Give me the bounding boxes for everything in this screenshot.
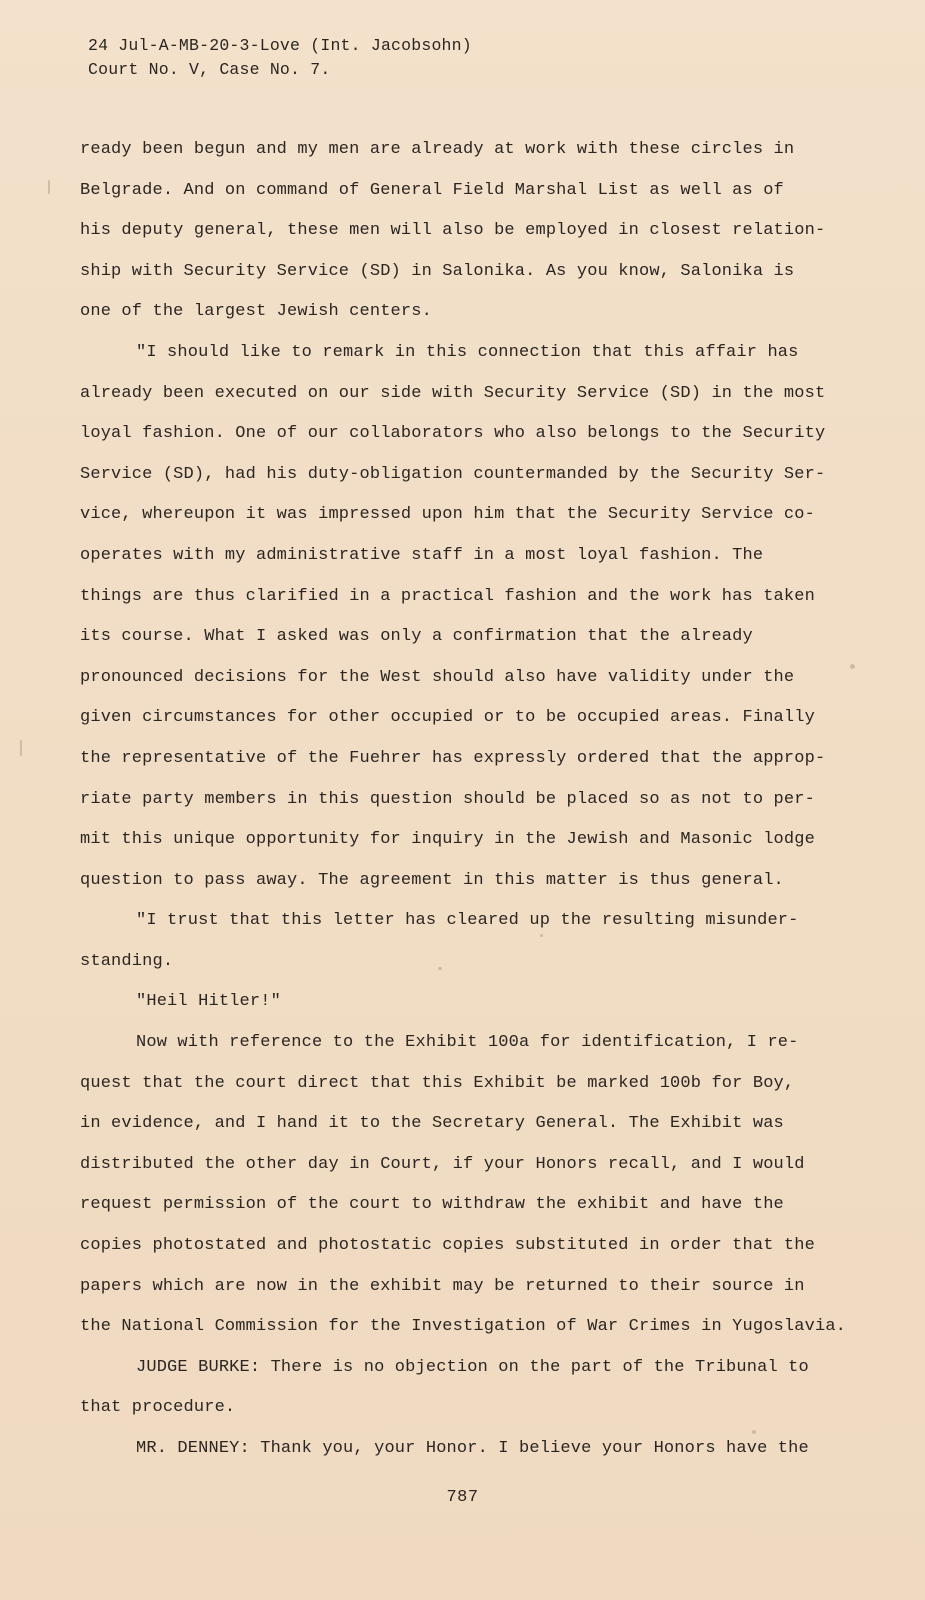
text-line: in evidence, and I hand it to the Secretary General. The Exhibit was: [80, 1114, 784, 1134]
text-line: one of the largest Jewish centers.: [80, 302, 432, 322]
page-number: 787: [446, 1488, 479, 1507]
text-line: loyal fashion. One of our collaborators who also belongs to the Security: [80, 424, 826, 444]
text-line: already been executed on our side with Security Service (SD) in the most: [80, 383, 826, 403]
text-line: the representative of the Fuehrer has expressly ordered that the approp-: [80, 748, 826, 768]
text-line: its course. What I asked was only a confirmation that the already: [80, 627, 753, 647]
text-line: given circumstances for other occupied or to be occupied areas. Finally: [80, 708, 815, 728]
paper-speck: [20, 740, 22, 756]
text-line: "I should like to remark in this connection that this affair has: [136, 342, 799, 362]
text-line: papers which are now in the exhibit may be returned to their source in: [80, 1276, 805, 1296]
text-line: request permission of the court to withdraw the exhibit and have the: [80, 1195, 784, 1215]
text-line: "I trust that this letter has cleared up the resulting misunder-: [136, 911, 799, 931]
paper-speck: [850, 664, 855, 669]
header-line-1: 24 Jul-A-MB-20-3-Love (Int. Jacobsohn): [88, 36, 472, 55]
text-line: "Heil Hitler!": [136, 992, 281, 1012]
text-line: copies photostated and photostatic copies substituted in order that the: [80, 1236, 815, 1256]
text-line: his deputy general, these men will also be employed in closest relation-: [80, 221, 826, 241]
text-line: Belgrade. And on command of General Field Marshal List as well as of: [80, 180, 784, 200]
header-line-2: Court No. V, Case No. 7.: [88, 60, 331, 79]
text-line: JUDGE BURKE: There is no objection on the part of the Tribunal to: [136, 1357, 809, 1377]
text-line: standing.: [80, 951, 174, 971]
paper-speck: [540, 934, 543, 937]
transcript-body: [80, 130, 860, 1470]
text-line: Service (SD), had his duty-obligation countermanded by the Security Ser-: [80, 464, 826, 484]
paper-speck: [438, 967, 442, 970]
paper-speck: [752, 1430, 756, 1434]
text-line: ship with Security Service (SD) in Salonika. As you know, Salonika is: [80, 261, 795, 281]
text-line: mit this unique opportunity for inquiry in the Jewish and Masonic lodge: [80, 830, 815, 850]
text-line: distributed the other day in Court, if your Honors recall, and I would: [80, 1154, 805, 1174]
document-header: [88, 34, 472, 82]
text-line: things are thus clarified in a practical fashion and the work has taken: [80, 586, 815, 606]
text-line: that procedure.: [80, 1398, 236, 1418]
text-line: ready been begun and my men are already at work with these circles in: [80, 140, 795, 159]
text-line: riate party members in this question should be placed so as not to per-: [80, 789, 815, 809]
text-line: Now with reference to the Exhibit 100a for identification, I re-: [136, 1033, 799, 1053]
text-line: the National Commission for the Investigation of War Crimes in Yugoslavia.: [80, 1317, 847, 1337]
text-line: operates with my administrative staff in a most loyal fashion. The: [80, 545, 764, 565]
text-line: pronounced decisions for the West should also have validity under the: [80, 667, 795, 687]
text-line: MR. DENNEY: Thank you, your Honor. I believe your Honors have the: [136, 1439, 809, 1458]
paper-speck: [48, 180, 50, 194]
text-line: quest that the court direct that this Exhibit be marked 100b for Boy,: [80, 1073, 795, 1093]
text-line: question to pass away. The agreement in this matter is thus general.: [80, 870, 784, 890]
text-line: vice, whereupon it was impressed upon him that the Security Service co-: [80, 505, 815, 525]
